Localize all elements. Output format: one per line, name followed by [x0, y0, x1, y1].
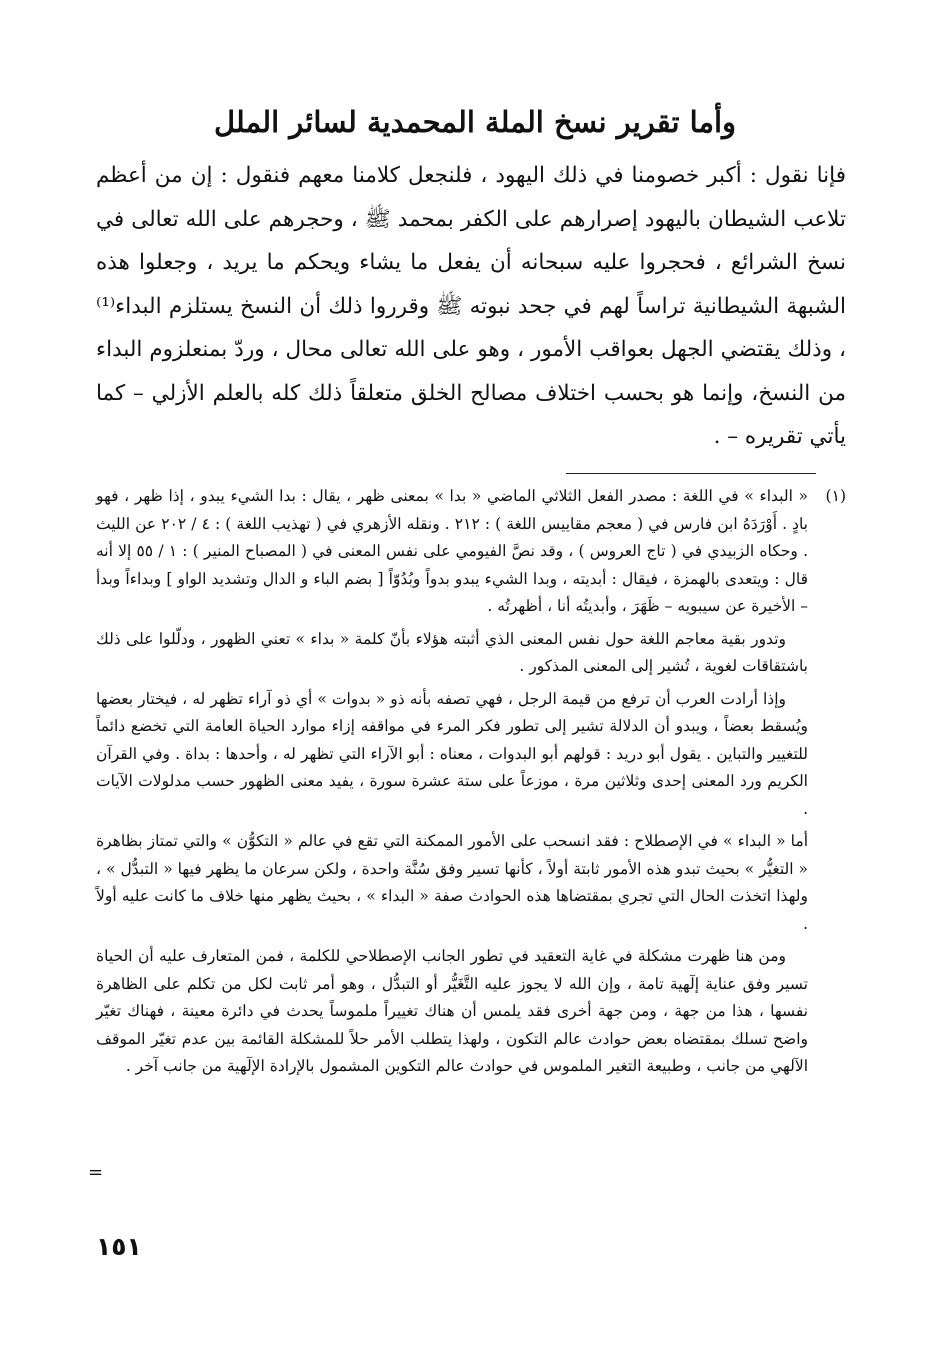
footnote-paragraph: « البداء » في اللغة : مصدر الفعل الثلاثي الماضي « بدا » بمعنى ظهر ، يقال : بدا الشيء يبدو ، إذا ظهر ، فهو بادٍ . أَوْرَدَهُ ابن فارس في ( معجم مقاييس اللغة ) : ٢١٢ . ونقله الأزهري في ( تهذيب اللغة ) : ٤ / ٢٠٢ عن الليث . وحكاه الزبيدي في ( تاج العروس ) ، وقد نصَّ الفيومي على نفس المعنى في ( المصباح المنير ) : ١ / ٥٥ إلا أنه قال : ويتعدى بالهمزة ، فيقال : أبديته ، وبدا الشيء يبدو بدواً وبُدُوّاً [ بضم الباء و الدال وتشديد الواو ] وبداءاً وبدأ – الأخيرة عن سيبويه – ظَهَرَ ، وأبديتُه أنا ، أظهرتُه . — [96, 487, 809, 615]
page-number: ١٥١ — [96, 1232, 142, 1261]
footnotes — [96, 483, 846, 1081]
section-title: وأما تقرير نسخ الملة المحمدية لسائر الملل — [213, 105, 737, 139]
main-text — [96, 154, 846, 459]
footnote-paragraph: وتدور بقية معاجم اللغة حول نفس المعنى الذي أثبته هؤلاء بأنّ كلمة « بداء » تعني الظهور ، ودلّلوا على ذلك باشتقاقات لغوية ، تُشير إلى المعنى المذكور . — [96, 629, 808, 675]
footnote-paragraph: أما « البداء » في الإصطلاح : فقد انسحب على الأمور الممكنة التي تقع في عالم « التكوُّن » والتي تمتاز بظاهرة « التغيُّر » بحيث تبدو هذه الأمور ثابتة أولاً ، كأنها تسير وفق سُنَّة واحدة ، ولكن سرعان ما يظهر فيها « التبدُّل » ، ولهذا اتخذت الحال التي تجري بمقتضاها هذه الحوادث صفة « البداء » ، بحيث يظهر منها خلاف ما كانت عليه أولاً . — [96, 832, 808, 933]
body-paragraph: فإنا نقول : أكبر خصومنا في ذلك اليهود ، فلنجعل كلامنا معهم فنقول : إن من أعظم تلاعب الشيطان باليهود إصرارهم على الكفر بمحمد ﷺ ، وحجرهم على الله تعالى في نسخ الشرائع ، فحجروا عليه سبحانه أن يفعل ما يشاء ويحكم ما يريد ، وجعلوا هذه الشبهة الشيطانية تراساً لهم في جحد نبوته ﷺ وقرروا ذلك أن النسخ يستلزم البداء⁽¹⁾ ، وذلك يقتضي الجهل بعواقب الأمور ، وهو على الله تعالى محال ، وردّ بمنعلزوم البداء من النسخ، وإنما هو بحسب اختلاف مصالح الخلق متعلقاً ذلك كله بالعلم الأزلي – كما يأتي تقريره – . — [96, 163, 846, 449]
footnote-1 — [96, 483, 846, 621]
footnote-paragraph: وإذا أرادت العرب أن ترفع من قيمة الرجل ، فهي تصفه بأنه ذو « بدوات » أي ذو آراء تظهر له ، فيختار بعضها ويُسقط بعضاً ، ويبدو أن الدلالة تشير إلى تطور فكر المرء في مواقفه إزاء موارد الحياة العامة التي تخضع دائماً للتغيير والتباين . يقول أبو دريد : قولهم أبو البدوات ، معناه : أبو الآراء التي تظهر له ، وأحدها : بداة . وفي القرآن الكريم ورد المعنى إحدى وثلاثين مرة ، موزعاً على ستة عشرة سورة ، يفيد معنى الظهور حسب مدلولات الآيات . — [96, 689, 808, 818]
footnote-marker: (١) — [825, 487, 846, 505]
continuation-mark: = — [88, 1162, 104, 1183]
footnote-separator — [566, 473, 816, 474]
footnote-paragraph: ومن هنا ظهرت مشكلة في غاية التعقيد في تطور الجانب الإصطلاحي للكلمة ، فمن المتعارف عليه أن الحياة تسير وفق عناية إلٓهية تامة ، وإن الله لا يجوز عليه التَّغَيُّر أو التبدُّل ، وهو أمر ثابت لكل من تكلم على الظاهرة نفسها ، هذا من جهة ، ومن جهة أخرى فقد يلمس أن هناك تغييراً ملموساً يحدث في دائرة معينة ، فهناك تغيّر واضح تسلك بمقتضاه بعض حوادث عالم التكون ، ولهذا يتطلب الأمر حلاً للمشكلة القائمة بين عدم تغيّر الموقف الآلهي من جانب ، وطبيعة التغير الملموس في حوادث عالم التكوين المشمول بالإرادة الإلٓهية من جانب آخر . — [96, 947, 808, 1075]
